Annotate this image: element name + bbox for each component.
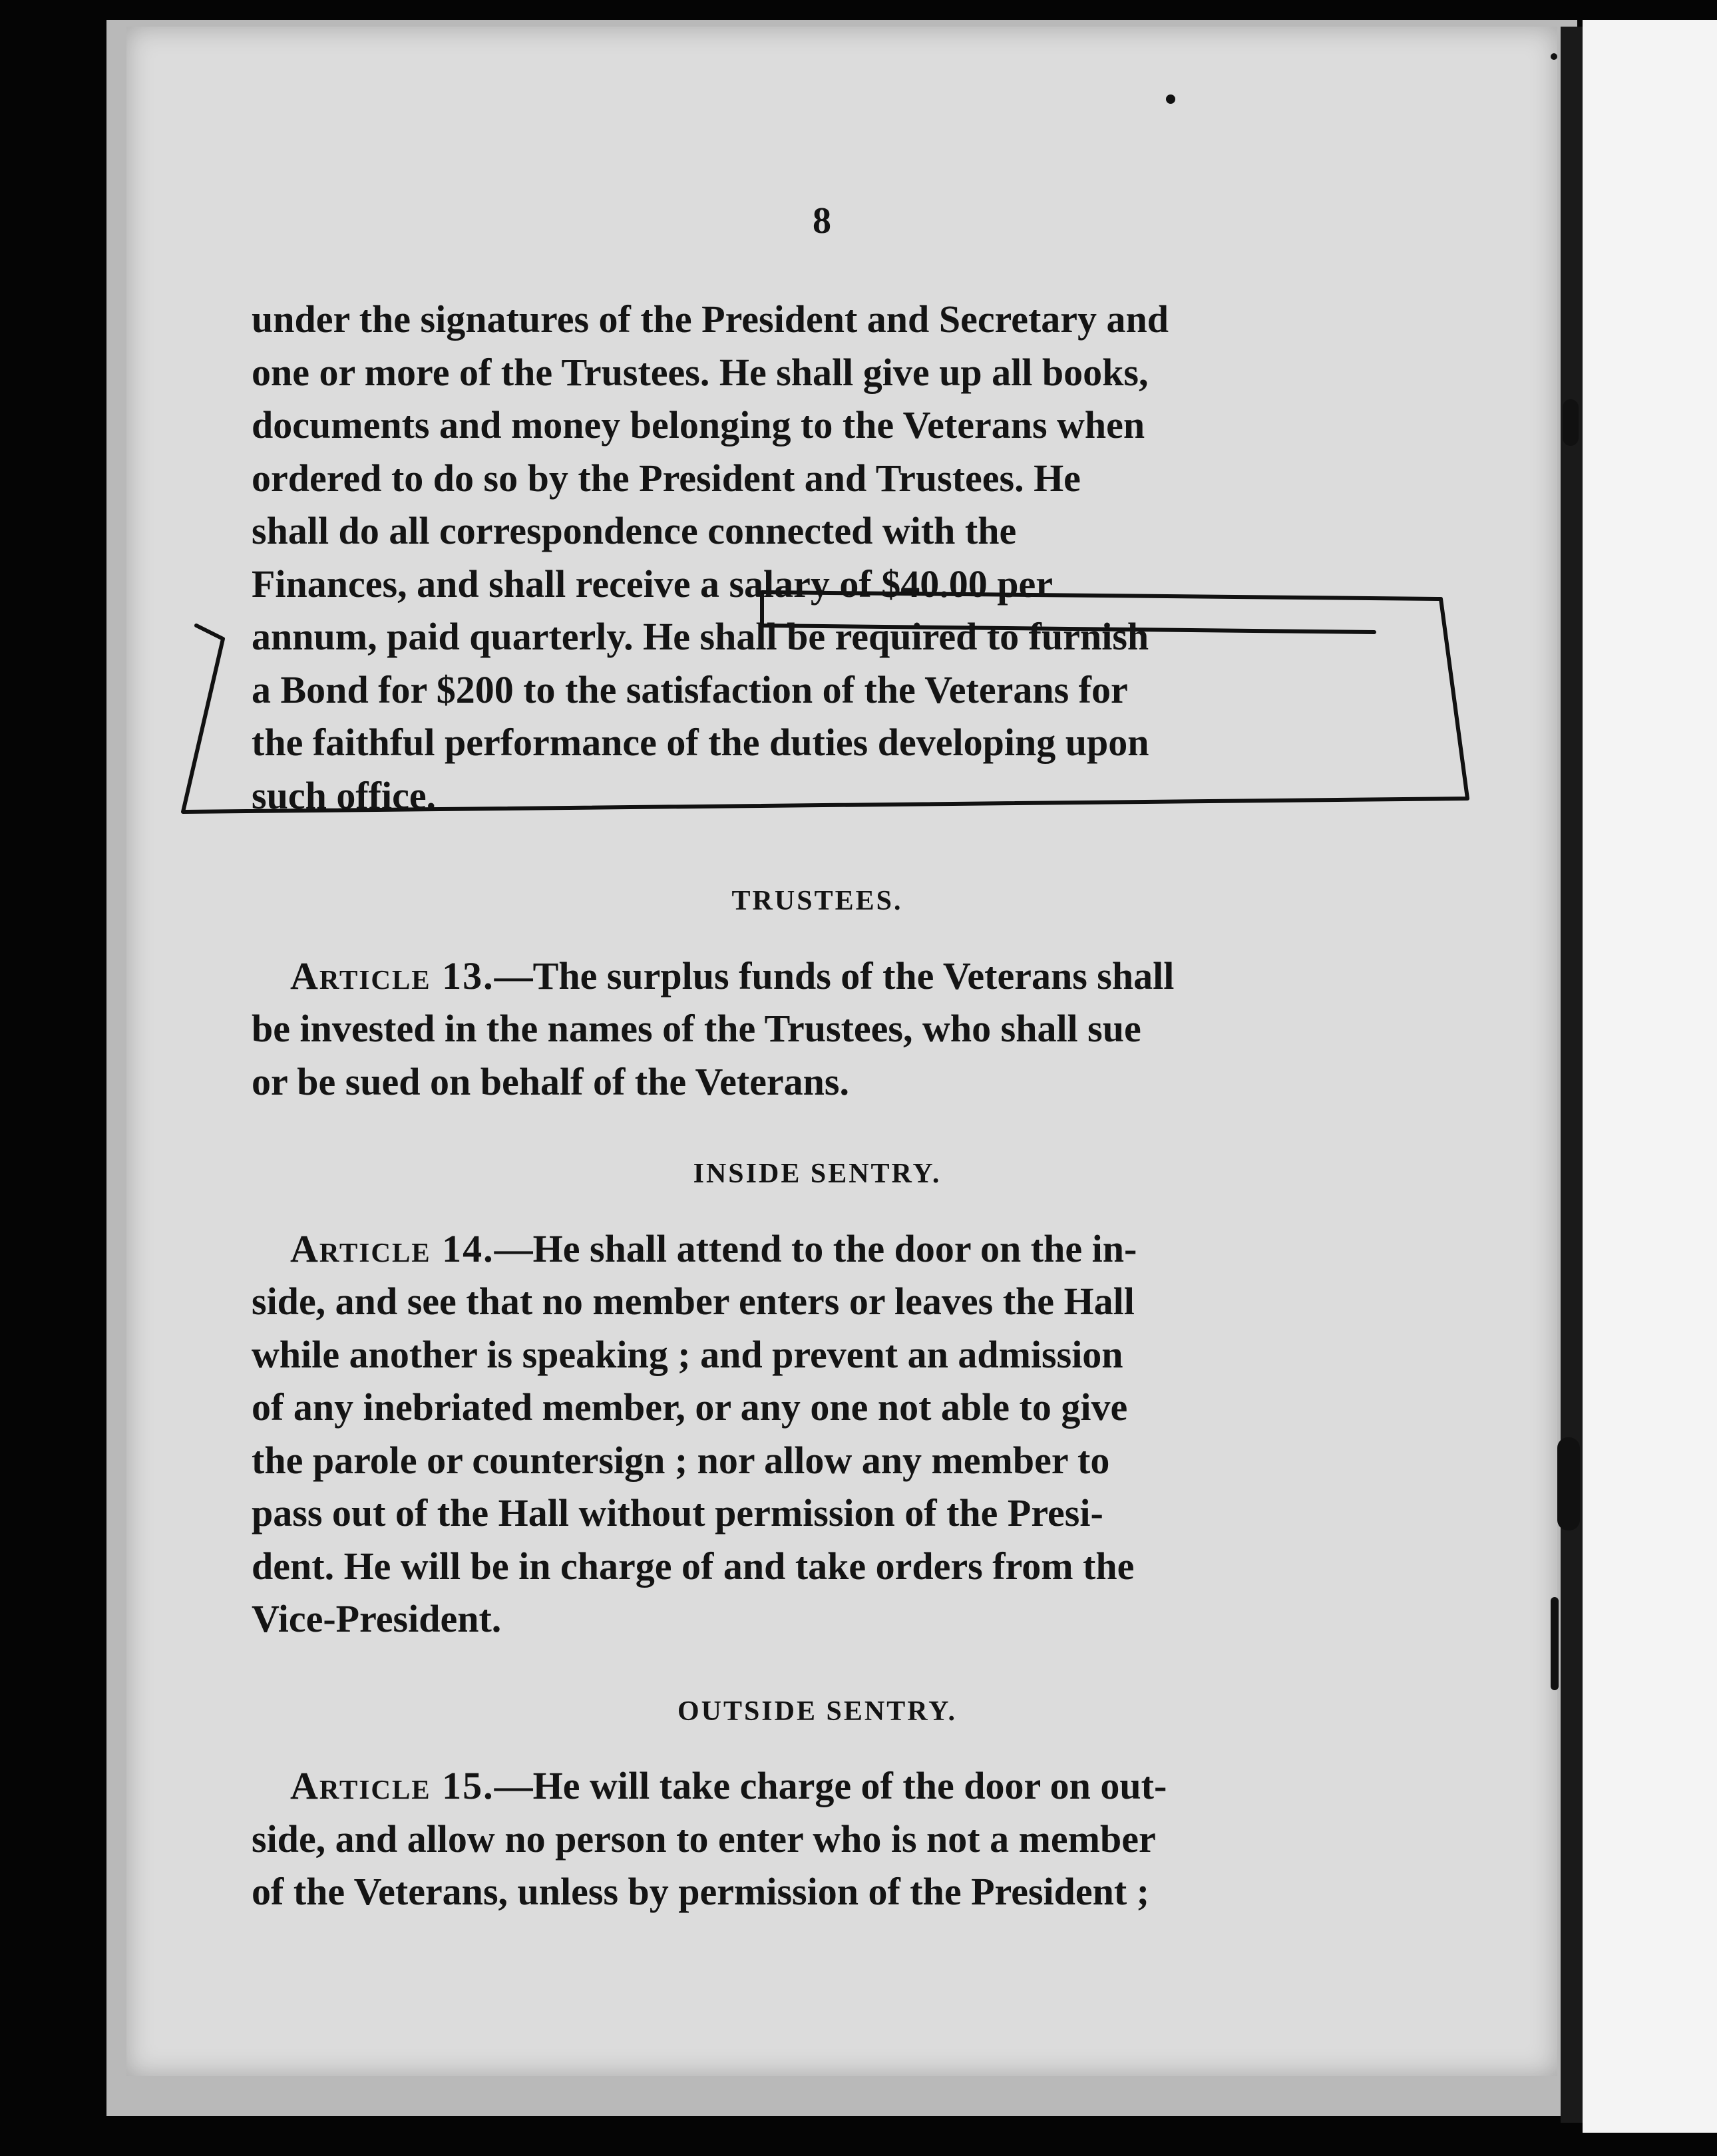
binding-shadow — [1561, 27, 1583, 2123]
scan-speck — [1551, 1597, 1559, 1690]
facing-page-edge — [1583, 20, 1717, 2133]
page-number: 8 — [813, 200, 831, 242]
text-line — [252, 1222, 1383, 1276]
text-line: pass out of the Hall without permission of the Presi- — [252, 1491, 1103, 1534]
article-15-paragraph — [252, 1759, 1383, 1918]
article-label: Article 15. — [290, 1764, 494, 1807]
article-label: Article 14. — [290, 1226, 494, 1270]
scan-speck — [1551, 53, 1557, 60]
text-line: or be sued on behalf of the Veterans. — [252, 1059, 849, 1103]
text-line-rest: —He will take charge of the door on out- — [494, 1764, 1167, 1807]
article-14-paragraph — [252, 1222, 1383, 1646]
outside-sentry-heading: OUTSIDE SENTRY. — [677, 1696, 958, 1727]
page-body — [252, 200, 1383, 1918]
text-line: the faithful performance of the duties developing upon — [252, 721, 1149, 764]
scan-speck — [1563, 399, 1579, 446]
text-line: Finances, and shall receive a salary of $40.00 per — [252, 562, 1053, 606]
scan-speck — [1557, 1437, 1580, 1530]
inside-sentry-heading: INSIDE SENTRY. — [693, 1159, 942, 1189]
trustees-heading: TRUSTEES. — [731, 886, 903, 916]
treasurer-paragraph — [252, 293, 1383, 822]
text-line: of the Veterans, unless by permission of the President ; — [252, 1870, 1150, 1913]
article-13-paragraph — [252, 950, 1383, 1109]
text-line: dent. He will be in charge of and take orders from the — [252, 1544, 1135, 1588]
text-line: side, and see that no member enters or leaves the Hall — [252, 1280, 1135, 1323]
text-line: a Bond for $200 to the satisfaction of the Veterans for — [252, 667, 1128, 711]
text-line: shall do all correspondence connected with the — [252, 509, 1017, 552]
text-line — [252, 950, 1383, 1003]
text-line — [252, 1759, 1383, 1813]
text-line: annum, paid quarterly. He shall be required to furnish — [252, 615, 1149, 658]
text-line: of any inebriated member, or any one not able to give — [252, 1385, 1128, 1429]
text-line: Vice-President. — [252, 1597, 502, 1640]
text-line: be invested in the names of the Trustees, who shall sue — [252, 1007, 1141, 1050]
text-line: such office. — [252, 773, 437, 817]
text-line: documents and money belonging to the Veterans when — [252, 403, 1145, 447]
text-line: while another is speaking ; and prevent an admission — [252, 1332, 1123, 1376]
text-line-rest: —The surplus funds of the Veterans shall — [494, 954, 1175, 997]
text-line: side, and allow no person to enter who is not a member — [252, 1817, 1156, 1861]
text-line: under the signatures of the President and Secretary and — [252, 297, 1169, 341]
article-label: Article 13. — [290, 954, 494, 997]
text-line: one or more of the Trustees. He shall give up all books, — [252, 350, 1149, 394]
text-line: the parole or countersign ; nor allow any member to — [252, 1438, 1110, 1482]
text-line: ordered to do so by the President and Trustees. He — [252, 456, 1081, 500]
text-line-rest: —He shall attend to the door on the in- — [494, 1226, 1137, 1270]
scan-speck — [1166, 94, 1175, 104]
